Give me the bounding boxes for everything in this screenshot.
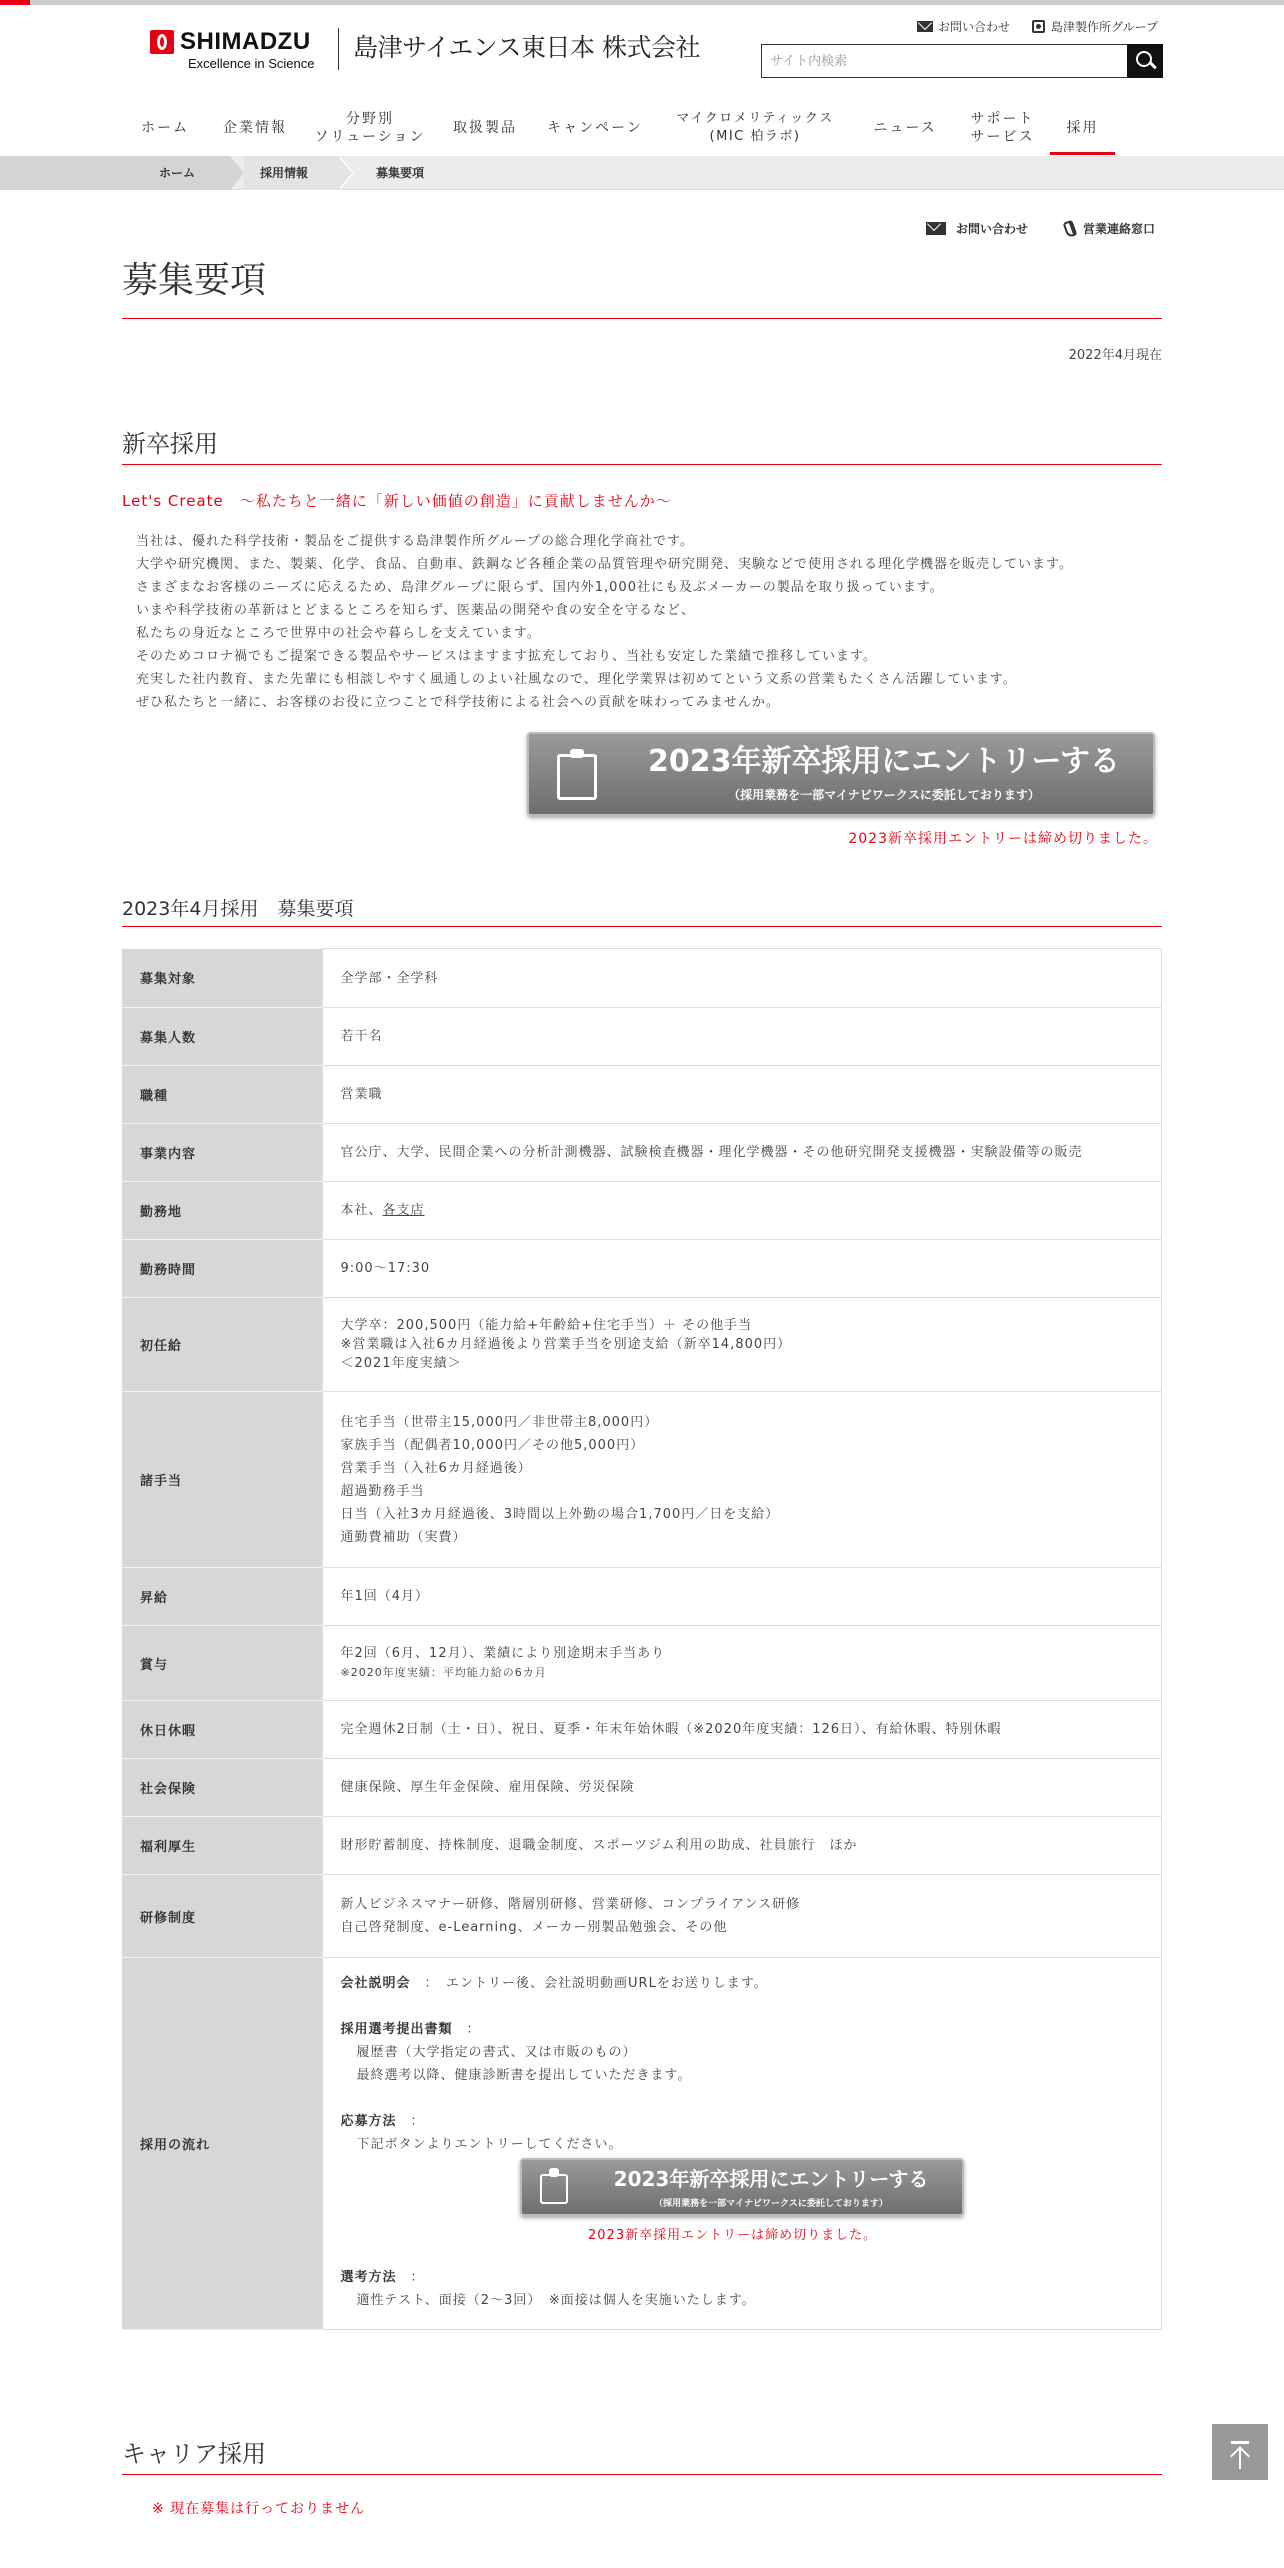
flow-sep: ： — [452, 2022, 481, 2037]
spacer — [341, 1995, 1144, 2018]
page-title: 募集要項 — [122, 260, 267, 301]
row-value: 全学部・全学科 — [322, 949, 1162, 1008]
entry-closed-note: 2023新卒採用エントリーは締め切りました。 — [588, 2228, 878, 2243]
entry-button-small[interactable] — [520, 2158, 964, 2216]
flow-sep: ： — [396, 2270, 425, 2285]
brand-name: SHIMADZU — [180, 28, 311, 55]
entry-button-large[interactable] — [527, 732, 1155, 816]
flow-sep: ： — [410, 1976, 433, 1991]
page-top-button[interactable] — [1212, 2424, 1268, 2480]
entry-button-sub: （採用業務を一部マイナビワークスに委託しております） — [728, 788, 1040, 802]
career-heading: キャリア採用 — [122, 2440, 266, 2468]
row-label: 職種 — [122, 1066, 322, 1124]
breadcrumb-home[interactable]: ホーム — [159, 166, 196, 180]
table-row — [122, 1759, 1162, 1817]
table-row — [122, 1568, 1162, 1626]
nav-company-label: 企業情報 — [223, 119, 287, 136]
bonus-line: 年2回（6月、12月）、業績により別途期末手当あり — [340, 1646, 666, 1661]
table-row — [122, 1240, 1162, 1298]
mail-icon — [917, 21, 933, 32]
entry-button-sub: （採用業務を一部マイナビワークスに委託しております） — [654, 2199, 888, 2209]
clipboard-icon — [540, 2174, 568, 2204]
table-row — [122, 1066, 1162, 1124]
flow-briefing-text: エントリー後、会社説明動画URLをお送りします。 — [446, 1976, 768, 1991]
nav-solutions[interactable] — [305, 100, 435, 155]
entry-closed-note: 2023新卒採用エントリーは締め切りました。 — [848, 831, 1158, 847]
flow-docs — [341, 2018, 1144, 2041]
nav-home[interactable] — [125, 100, 205, 155]
row-value — [322, 1182, 1162, 1240]
intro-line: 私たちの身近なところで世界中の社会や暮らしを支えています。 — [136, 626, 541, 641]
allowance-line: 家族手当（配偶者10,000円／その他5,000円） — [340, 1437, 645, 1453]
flow-select-text: 適性テスト、面接（2～3回） ※面接は個人を実施いたします。 — [356, 2293, 756, 2308]
nav-campaign[interactable] — [535, 100, 655, 155]
nav-news-label: ニュース — [873, 119, 937, 136]
row-value: 健康保険、厚生年金保険、雇用保険、労災保険 — [322, 1759, 1162, 1817]
allowance-line: 通勤費補助（実費） — [340, 1529, 467, 1545]
row-value — [322, 1875, 1162, 1958]
mail-icon — [926, 222, 946, 235]
row-label: 採用の流れ — [122, 1958, 322, 2330]
nav-recruit[interactable] — [1050, 100, 1115, 155]
brand-tagline: Excellence in Science — [188, 56, 315, 71]
row-label: 募集対象 — [122, 949, 322, 1008]
util-group-label: 島津製作所グループ — [1051, 20, 1159, 34]
phone-icon — [1063, 219, 1078, 237]
top-accent-bar — [0, 0, 1284, 5]
allowance-line: 日当（入社3カ月経過後、3時間以上外勤の場合1,700円／日を支給） — [340, 1506, 780, 1522]
contact-inquiry-label: お問い合わせ — [956, 222, 1029, 236]
nav-products[interactable] — [435, 100, 535, 155]
row-value: 若干名 — [322, 1008, 1162, 1066]
entry-button-main: 2023年新卒採用にエントリーする — [648, 744, 1120, 779]
nav-products-label: 取扱製品 — [453, 119, 517, 136]
row-label: 休日休暇 — [122, 1701, 322, 1759]
requirements-heading: 2023年4月採用 募集要項 — [122, 898, 354, 920]
row-label: 勤務地 — [122, 1182, 322, 1240]
flow-briefing-label: 会社説明会 — [340, 1976, 411, 1991]
flow-sep: ： — [396, 2114, 425, 2129]
util-group-link[interactable] — [1032, 18, 1158, 35]
row-label: 研修制度 — [122, 1875, 322, 1958]
training-line: 新人ビジネスマナー研修、階層別研修、営業研修、コンプライアンス研修 — [340, 1897, 801, 1912]
row-value — [322, 1626, 1162, 1701]
table-row — [122, 1392, 1162, 1568]
branches-link[interactable]: 各支店 — [382, 1203, 425, 1218]
row-value: 9:00～17:30 — [322, 1240, 1162, 1298]
nav-company[interactable] — [205, 100, 305, 155]
contact-sales-label: 営業連絡窓口 — [1083, 222, 1156, 236]
intro-line: いまや科学技術の革新はとどまるところを知らず、医薬品の開発や食の安全を守るなど、 — [136, 603, 695, 618]
contact-inquiry-link[interactable] — [926, 220, 1028, 237]
util-contact-label: お問い合わせ — [938, 20, 1011, 34]
flow-select-label: 選考方法 — [340, 2270, 397, 2285]
flow-docs-line: 履歴書（大学指定の書式、又は市販のもの） — [356, 2045, 637, 2060]
spacer — [341, 2087, 1144, 2110]
table-row — [122, 1124, 1162, 1182]
intro-line: そのためコロナ禍でもご提案できる製品やサービスはますます拡充しており、当社も安定した業績で推移しています。 — [136, 649, 877, 664]
bonus-note: ※2020年度実績：平均能力給の6カ月 — [340, 1666, 547, 1679]
salary-line: ＜2021年度実績＞ — [340, 1356, 462, 1371]
table-row — [122, 1817, 1162, 1875]
flow-briefing — [341, 1972, 1144, 1995]
table-row — [122, 1182, 1162, 1240]
contact-sales-link[interactable] — [1065, 220, 1155, 237]
breadcrumb-arrow — [230, 156, 244, 190]
salary-line: ※営業職は入社6カ月経過後より営業手当を別途支給（新卒14,800円） — [340, 1337, 792, 1352]
row-label: 社会保険 — [122, 1759, 322, 1817]
row-value — [322, 1392, 1162, 1568]
nav-recruit-label: 採用 — [1066, 119, 1099, 136]
nav-micromeritics[interactable] — [655, 100, 855, 155]
row-label: 初任給 — [122, 1298, 322, 1392]
newgrad-rule — [122, 464, 1162, 465]
allowance-line: 営業手当（入社6カ月経過後） — [340, 1460, 532, 1476]
location-text: 本社、 — [340, 1203, 383, 1218]
row-value — [322, 1298, 1162, 1392]
row-label: 福利厚生 — [122, 1817, 322, 1875]
row-label: 事業内容 — [122, 1124, 322, 1182]
row-value: 営業職 — [322, 1066, 1162, 1124]
row-value: 官公庁、大学、民間企業への分析計測機器、試験検査機器・理化学機器・その他研究開発支援機器・実験設備等の販売 — [322, 1124, 1162, 1182]
logo-divider — [338, 28, 339, 70]
allowance-line: 超過勤務手当 — [340, 1483, 425, 1499]
flow-apply-text: 下記ボタンよりエントリーしてください。 — [356, 2137, 623, 2152]
intro-text — [136, 530, 1166, 714]
nav-news[interactable] — [855, 100, 955, 155]
breadcrumb-recruit[interactable]: 採用情報 — [260, 166, 309, 180]
search-button[interactable] — [1127, 44, 1163, 78]
lead-catchphrase: Let's Create ～私たちと一緒に「新しい価値の創造」に貢献しませんか～ — [122, 492, 672, 510]
row-label: 諸手当 — [122, 1392, 322, 1568]
search-input[interactable] — [762, 45, 1122, 77]
allowance-line: 住宅手当（世帯主15,000円／非世帯主8,000円） — [340, 1414, 659, 1430]
breadcrumb-current: 募集要項 — [376, 166, 425, 180]
arrow-up-icon — [1239, 2449, 1241, 2469]
row-label: 募集人数 — [122, 1008, 322, 1066]
flow-select — [341, 2266, 1144, 2289]
nav-campaign-label: キャンペーン — [547, 119, 643, 136]
intro-line: ぜひ私たちと一緒に、お客様のお役に立つことで科学技術による社会への貢献を味わってみませんか。 — [136, 695, 780, 710]
nav-home-label: ホーム — [141, 119, 189, 136]
intro-line: 当社は、優れた科学技術・製品をご提供する島津製作所グループの総合理化学商社です。 — [136, 534, 694, 549]
site-logo[interactable] — [150, 26, 710, 74]
requirements-table — [122, 948, 1162, 2330]
row-label: 賞与 — [122, 1626, 322, 1701]
table-row — [122, 1008, 1162, 1066]
newgrad-heading: 新卒採用 — [122, 430, 218, 458]
flow-apply — [341, 2110, 1144, 2133]
career-note: ※ 現在募集は行っておりません — [152, 2501, 366, 2517]
table-row — [122, 949, 1162, 1008]
table-row — [122, 1298, 1162, 1392]
entry-button-main: 2023年新卒採用にエントリーする — [613, 2167, 929, 2191]
row-value: 完全週休2日制（土・日）、祝日、夏季・年末年始休暇（※2020年度実績：126日）、有給休暇、特別休暇 — [322, 1701, 1162, 1759]
as-of-date: 2022年4月現在 — [1068, 348, 1162, 363]
intro-line: さまざまなお客様のニーズに応えるため、島津グループに限らず、国内外1,000社にも及ぶメーカーの製品を取り扱っています。 — [136, 580, 944, 595]
row-value — [322, 1958, 1162, 2330]
site-search — [761, 44, 1163, 78]
nav-solutions-label: 分野別 ソリューション — [314, 110, 426, 145]
table-row — [122, 1958, 1162, 2330]
breadcrumb-bg-home — [0, 156, 230, 190]
util-contact-link[interactable] — [917, 18, 1010, 35]
intro-line: 充実した社内教育、また先輩にも相談しやすく風通しのよい社風なので、理化学業界は初めてという文系の営業もたくさん活躍しています。 — [136, 672, 1017, 687]
career-rule — [122, 2474, 1162, 2475]
table-row — [122, 1875, 1162, 1958]
nav-support[interactable] — [955, 100, 1050, 155]
flow-docs-line: 最終選考以降、健康診断書を提出していただきます。 — [356, 2068, 692, 2083]
requirements-rule — [122, 926, 1162, 927]
row-value: 年1回（4月） — [322, 1568, 1162, 1626]
flow-apply-label: 応募方法 — [340, 2114, 397, 2129]
global-nav — [125, 100, 1175, 155]
row-value: 財形貯蓄制度、持株制度、退職金制度、スポーツジム利用の助成、社員旅行 ほか — [322, 1817, 1162, 1875]
nav-micromeritics-label: マイクロメリティックス (MIC 柏ラボ) — [676, 110, 834, 144]
breadcrumb — [0, 156, 1284, 190]
table-row — [122, 1626, 1162, 1701]
clipboard-icon — [557, 754, 597, 800]
salary-line: 大学卒：200,500円（能力給+年齢給+住宅手当）＋ その他手当 — [340, 1318, 753, 1333]
nav-support-label: サポート サービス — [970, 110, 1035, 145]
intro-line: 大学や研究機関、また、製薬、化学、食品、自動車、鉄鋼など各種企業の品質管理や研究開発、実験などで使用される理化学機器を販売しています。 — [136, 557, 1073, 572]
shimadzu-logo-icon — [150, 30, 174, 54]
group-site-icon — [1032, 20, 1045, 33]
table-row — [122, 1701, 1162, 1759]
flow-docs-label: 採用選考提出書類 — [340, 2022, 453, 2037]
row-label: 勤務時間 — [122, 1240, 322, 1298]
row-label: 昇給 — [122, 1568, 322, 1626]
top-accent-red — [0, 0, 30, 5]
training-line: 自己啓発制度、e-Learning、メーカー別製品勉強会、その他 — [340, 1920, 728, 1935]
title-rule — [122, 318, 1162, 319]
company-name: 島津サイエンス東日本 株式会社 — [353, 33, 700, 62]
breadcrumb-arrow — [338, 156, 352, 190]
